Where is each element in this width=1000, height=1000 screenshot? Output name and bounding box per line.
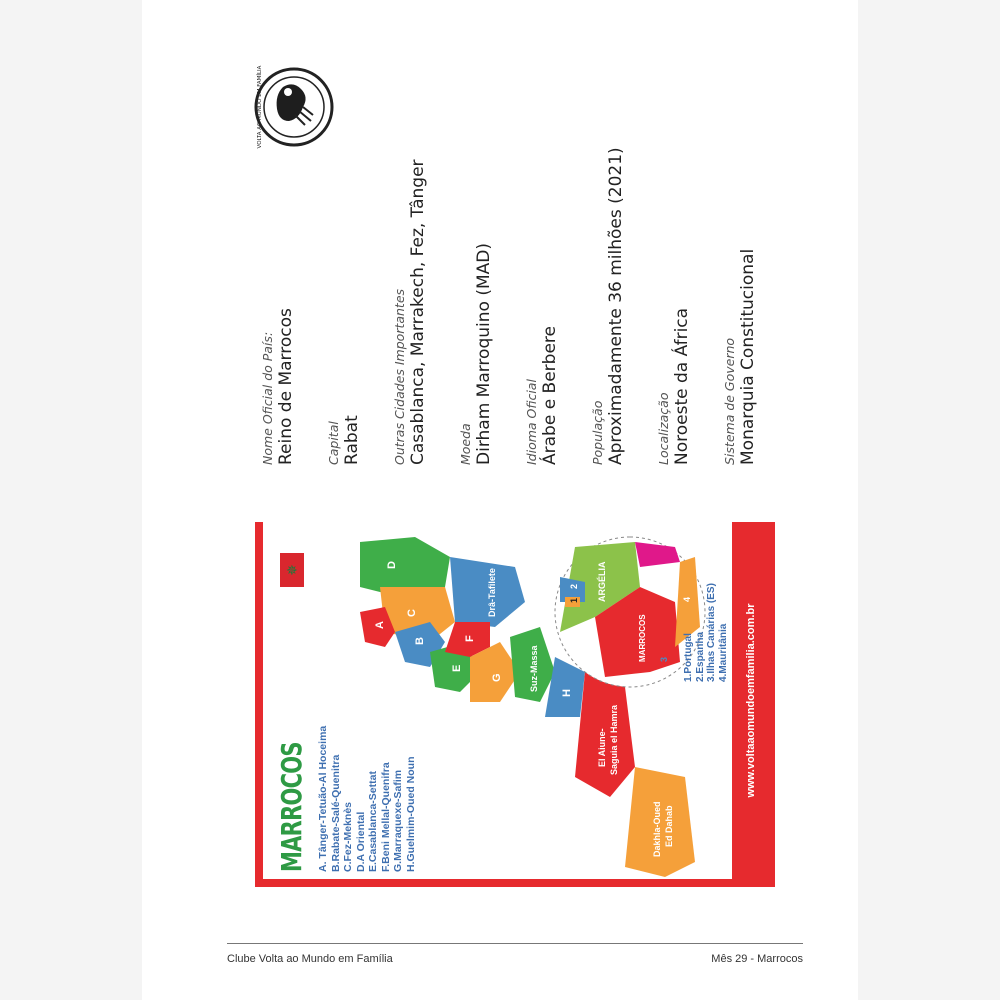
fact-label: Localização — [656, 392, 671, 465]
map-label-dakhla-2: Ed Dahab — [664, 805, 674, 847]
map-label-f: F — [464, 635, 476, 642]
flag-star-icon: ✵ — [283, 564, 300, 576]
region-item: A. Tânger-Tetuão-Al Hoceima — [317, 725, 329, 872]
website-url[interactable]: www.voltaaomundoemfamilia.com.br — [745, 603, 757, 798]
map-label-c: C — [406, 609, 418, 617]
fact-other-cities — [392, 159, 428, 465]
fact-label: Capital — [326, 421, 341, 465]
map-label-b: B — [414, 637, 426, 645]
fact-population — [590, 147, 626, 465]
fact-value: Dirham Marroquino (MAD) — [474, 243, 494, 465]
region-item: D.A Oriental — [354, 811, 367, 872]
map-label-souss: Suz-Massa — [529, 645, 539, 692]
region-item: E.Casablanca-Settat — [367, 771, 379, 872]
fact-label: Sistema de Governo — [722, 337, 737, 465]
inset-label-algeria: ARGÉLIA — [597, 561, 607, 602]
map-label-e: E — [451, 664, 463, 672]
inset-label-morocco: MARROCOS — [638, 614, 647, 662]
legend-item: 3.Ilhas Canárias (ES) — [706, 583, 717, 682]
morocco-map-card — [255, 522, 775, 887]
map-label-laayoune-1: El Aiune- — [597, 728, 607, 767]
morocco-region-map — [255, 522, 732, 887]
fact-value: Árabe e Berbere — [540, 326, 560, 465]
inset-label-1: 1 — [569, 597, 579, 603]
fact-value: Reino de Marrocos — [276, 308, 296, 465]
fact-value: Casablanca, Marrakech, Fez, Tânger — [408, 159, 428, 465]
inset-label-4: 4 — [682, 596, 692, 602]
fact-language — [524, 326, 560, 465]
map-label-dakhla-1: Dakhla-Oued — [652, 801, 662, 857]
map-label-d: D — [386, 561, 398, 569]
map-label-draa: Drâ-Tafilete — [487, 568, 497, 617]
fact-label: Nome Oficial do País: — [260, 331, 275, 465]
footer-month-label: Mês 29 - Marrocos — [711, 953, 803, 965]
fact-value: Noroeste da África — [672, 307, 692, 465]
fact-capital — [326, 415, 362, 465]
fact-value: Rabat — [342, 415, 362, 465]
map-label-laayoune-2: Saguia el Hamra — [609, 704, 619, 775]
card-title: MARROCOS — [275, 742, 308, 872]
inset-label-3: 3 — [659, 656, 669, 662]
legend-item: 1.Portugal — [683, 633, 694, 682]
map-label-h: H — [561, 689, 573, 697]
svg-text:VOLTA AO MUNDO EM FAMÍLIA: VOLTA AO MUNDO EM FAMÍLIA — [257, 65, 263, 149]
fact-label: Moeda — [458, 423, 473, 465]
region-item: G.Marraquexe-Safim — [392, 769, 404, 872]
fact-government — [722, 249, 758, 465]
region-item: B.Rabate-Salé-Quenitra — [329, 754, 342, 872]
footer-club-name: Clube Volta ao Mundo em Família — [227, 953, 393, 965]
fact-label: População — [590, 400, 605, 465]
map-label-g: G — [491, 673, 503, 682]
fact-label: Idioma Oficial — [524, 379, 539, 465]
website-banner — [732, 522, 775, 879]
inset-label-2: 2 — [569, 583, 579, 589]
region-item: F.Beni Mellal-Quenifra — [379, 762, 392, 872]
country-facts — [250, 45, 800, 465]
legend-item: 2.Espanha — [694, 631, 706, 682]
fact-value: Monarquia Constitucional — [738, 248, 758, 465]
fact-label: Outras Cidades Importantes — [392, 288, 407, 465]
footer-divider — [227, 943, 803, 944]
fact-currency — [458, 243, 494, 465]
fact-official-name — [260, 308, 296, 465]
region-item: C.Fez-Meknès — [342, 801, 354, 872]
fact-location — [656, 308, 692, 465]
fact-value: Aproximadamente 36 milhões (2021) — [606, 147, 626, 465]
region-item: H.Guelmim-Oued Noun — [404, 756, 417, 872]
map-label-a: A — [374, 621, 386, 629]
legend-item: 4.Mauritânia — [717, 623, 729, 682]
inset-legend — [683, 583, 729, 682]
